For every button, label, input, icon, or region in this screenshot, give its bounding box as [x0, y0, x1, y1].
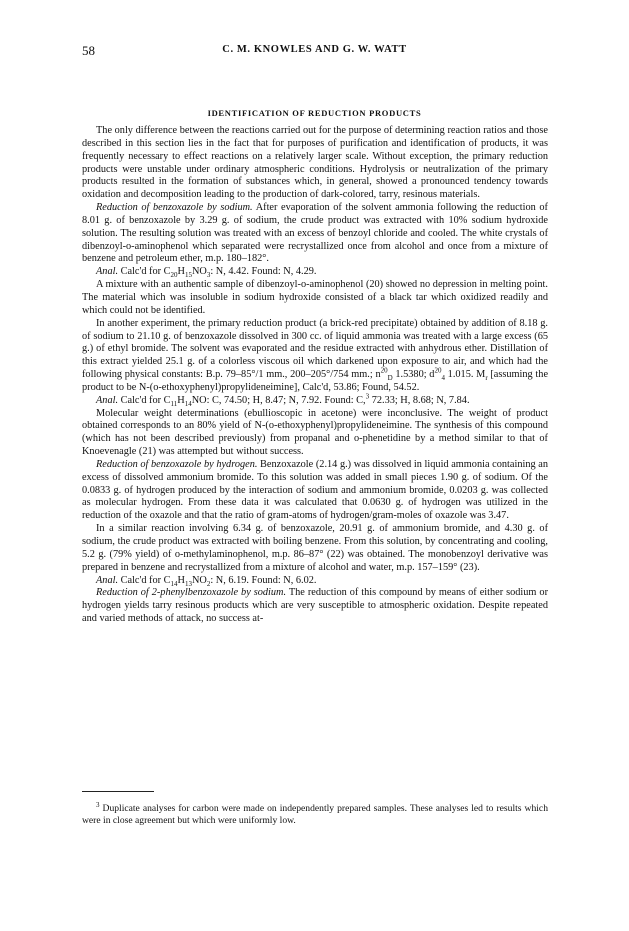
analysis-line: Anal. Calc'd for $C_{11}H_{14}NO$: C, 74.50; H, 8.47; N, 7.92. Found: C,$^3$ 72.33; H, 8.68; N, 7.84.	[96, 392, 470, 408]
section-title: IDENTIFICATION OF REDUCTION PRODUCTS	[207, 108, 422, 118]
analysis-line: Anal. Calc'd for $C_{20}H_{15}NO_3$: N, 4.42. Found: N, 4.29.	[96, 266, 317, 280]
running-head: C. M. KNOWLES AND G. W. WATT	[222, 44, 407, 55]
footnote-divider	[82, 791, 154, 792]
footnote-ref: 3	[365, 392, 370, 401]
paragraph: In a similar reaction involving 6.34 g. of benzoxazole, 20.91 g. of ammonium bromide, and 4.30 g. of sodium, the crude product was extracted with boiling benzene. From this solution, by concentrating and cooling, 5.2 g. (79% yield) of o-methylaminophenol, m.p. 86–87° (22) was obtained. The monobenzoyl derivative was prepared in benzene and recrystallized from a mixture of alcohol and water, m.p. 157–159° (23).	[82, 523, 548, 573]
paragraph: Reduction of benzoxazole by sodium. After evaporation of the solvent ammonia following the reduction of 8.01 g. of benzoxazole by 3.29 g. of sodium, the crude product was extracted with 10% sodium hydroxide solution. The resulting solution was treated with an excess of benzoyl chloride and cooled. The white crystals of dibenzoyl-o-aminophenol which separated were recrystallized once from alcohol and once from a mixture of benzene and petroleum ether, m.p. 180–182°.	[82, 202, 548, 265]
analysis-line: Anal. Calc'd for $C_{14}H_{13}NO_2$: N, 6.19. Found: N, 6.02.	[96, 574, 317, 588]
paragraph: In another experiment, the primary reduction product (a brick-red precipitate) obtained by addition of 8.18 g. of sodium to 21.10 g. of benzoxazole dissolved in 300 cc. of liquid ammonia was treated with a large excess (65 g.) of ethyl bromide. The solvent was evaporated and the residue extracted with anhydrous ether. Distillation of this extract yielded 25.1 g. of a colorless viscous oil which darkened upon exposure to air, and which had the following physical constants: B.p. 79–85°/1 mm., 200–205°/754 mm.; $n^{20}_D$ 1.5380; $d^{20}_4$ 1.015. $M_r$ [assuming the product to be N-(o-ethoxyphenyl)propylideneimine], Calc'd, 53.86; Found, 54.52.	[82, 317, 549, 393]
analysis-label: Anal.	[96, 266, 119, 278]
subsection-heading: Reduction of benzoxazole by hydrogen.	[96, 458, 258, 470]
subsection-heading: Reduction of 2-phenylbenzoxazole by sodium.	[96, 587, 287, 599]
body-text	[82, 125, 548, 626]
analysis-label: Anal.	[96, 574, 119, 586]
paragraph: The only difference between the reactions carried out for the purpose of determining reaction ratios and those described in this section lies in the fact that for purposes of purification and identification of products, it was frequently necessary to effect reactions on a relatively larger scale. Without exception, the primary reduction products were unstable under ordinary atmospheric conditions. Hydrolysis or neutralization of the primary products resulted in the formation of substances which, in general, showed a pronounced tendency towards oxidation and decomposition leading to the production of dark-colored, tarry, resinous materials.	[82, 125, 548, 201]
paragraph: Reduction of benzoxazole by hydrogen. Benzoxazole (2.14 g.) was dissolved in liquid ammonia containing an excess of dissolved ammonium bromide. To this solution was added in small pieces 1.90 g. of sodium. Of the 0.0833 g. of hydrogen produced by the interaction of sodium and ammonium bromide, 0.0203 g. was collected as molecular hydrogen. From these data it was calculated that 0.0630 g. of hydrogen was utilized in the reduction of the oxazole and that the ratio of gram-atoms of hydrogen/gram-moles of oxazole was 3.47.	[82, 458, 548, 522]
paragraph: Reduction of 2-phenylbenzoxazole by sodium. The reduction of this compound by means of either sodium or hydrogen yields tarry resinous products which are very susceptible to atmospheric oxidation. Despite repeated and varied methods of attack, no success at-	[82, 587, 549, 625]
page-number: 58	[82, 43, 95, 58]
analysis-label: Anal.	[96, 394, 119, 406]
page-header	[82, 43, 547, 59]
paragraph: Molecular weight determinations (ebullioscopic in acetone) were inconclusive. The weight of product obtained corresponds to an 80% yield of N-(o-ethoxyphenyl)propylideneimine. The synthesis of this compound (which has not been described previously) from propanal and o-phenetidine by a method similar to that of Knoevenagle (21) was attempted but without success.	[82, 407, 548, 458]
footnote-text: Duplicate analyses for carbon were made on independently prepared samples. These analyses led to results which were in close agreement but which were uniformly low.	[82, 803, 548, 826]
footnote-marker: 3	[96, 800, 100, 809]
footnote	[82, 800, 548, 827]
paragraph: A mixture with an authentic sample of dibenzoyl-o-aminophenol (20) showed no depression in melting point. The material which was insoluble in sodium hydroxide consisted of a black tar which oxidized readily and which could not be identified.	[82, 279, 548, 316]
subsection-heading: Reduction of benzoxazole by sodium.	[96, 202, 253, 214]
